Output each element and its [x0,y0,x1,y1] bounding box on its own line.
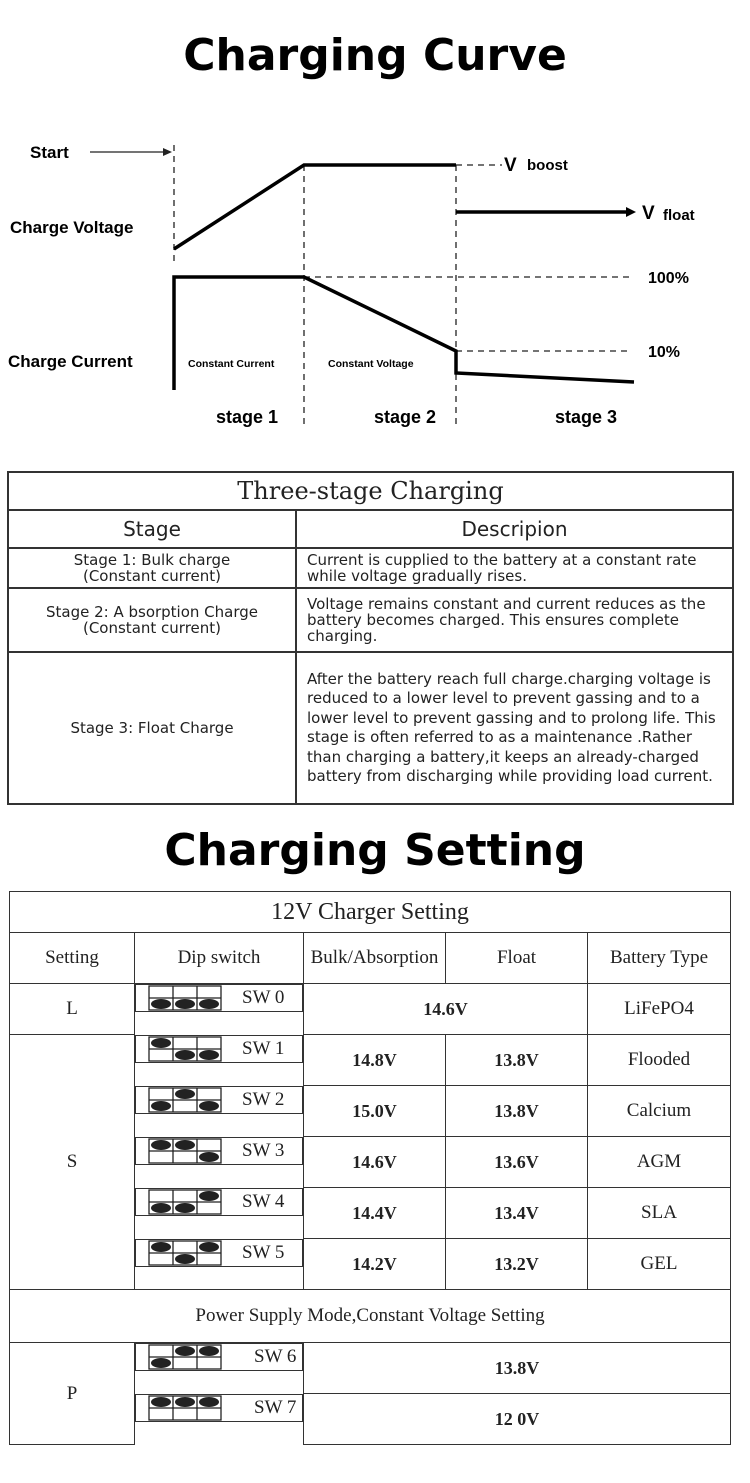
sw5-type: GEL [588,1239,731,1290]
col-stage-header: Stage [8,510,296,548]
constant-current-label: Constant Current [188,358,275,370]
pct-10-label: 10% [648,344,681,361]
sw7-label: SW 7 [254,1396,297,1418]
sw2-float: 13.8V [446,1086,588,1137]
dip-switch-sw1-icon [148,1036,222,1062]
vfloat-arrow-head [626,207,636,217]
sw0-type: LiFePO4 [588,984,731,1035]
col-float-header: Float [446,933,588,984]
stage-cell: Stage 1: Bulk charge (Constant current) [8,548,296,588]
table-row [8,652,733,804]
stage-cell: Stage 3: Float Charge [8,652,296,804]
sw3-bulk: 14.6V [304,1137,446,1188]
col-type-header: Battery Type [588,933,731,984]
sw4-float: 13.4V [446,1188,588,1239]
pct-100-label: 100% [648,270,689,287]
desc-cell: Current is cupplied to the battery at a constant rate while voltage gradually rises. [296,548,733,588]
dip-switch-sw6-icon [148,1344,222,1370]
v-boost-symbol: V [504,155,517,176]
stage1-label: stage 1 [216,407,279,427]
sw2-label: SW 2 [242,1088,285,1110]
table-row [8,588,733,652]
table-row [10,984,731,1035]
sw5-bulk: 14.2V [304,1239,446,1290]
col-setting-header: Setting [10,933,135,984]
col-desc-header: Descripion [296,510,733,548]
three-stage-table [7,471,734,805]
charge-voltage-label: Charge Voltage [10,218,134,237]
charge-current-label: Charge Current [8,352,133,371]
sw3-float: 13.6V [446,1137,588,1188]
charging-curve-diagram [0,130,750,440]
setting-caption: 12V Charger Setting [10,892,731,933]
dip-switch-sw7-icon [148,1395,222,1421]
voltage-curve-rise [174,165,456,249]
sw4-type: SLA [588,1188,731,1239]
sw5-label: SW 5 [242,1241,285,1263]
sw0-label: SW 0 [242,987,285,1008]
sw2-bulk: 15.0V [304,1086,446,1137]
charging-setting-title: Charging Setting [164,825,586,876]
stage3-label: stage 3 [555,407,618,427]
sw0-voltage: 14.6V [304,984,588,1035]
sw4-label: SW 4 [242,1190,285,1212]
sw1-type: Flooded [588,1035,731,1086]
desc-cell: After the battery reach full charge.charging voltage is reduced to a lower level to prevent gassing and to a lower level to prevent gassing and to prolong life. This stage is often referred to as a maintenance .Rather than charging a battery,it keeps an already-charged battery from discharging while providing load current. [296,652,733,804]
sw1-float: 13.8V [446,1035,588,1086]
charging-curve-title: Charging Curve [183,30,567,81]
table-row [10,1343,731,1394]
sw3-label: SW 3 [242,1139,285,1161]
dip-switch-sw3-icon [148,1138,222,1164]
sw7-voltage: 12 0V [304,1394,731,1445]
dip-switch-sw0-icon [148,985,222,1011]
stage2-label: stage 2 [374,407,437,427]
sw5-float: 13.2V [446,1239,588,1290]
sw6-voltage: 13.8V [304,1343,731,1394]
group-p: P [10,1343,135,1445]
dip-switch-sw4-icon [148,1189,222,1215]
start-label: Start [30,143,69,162]
stage-cell: Stage 2: A bsorption Charge (Constant current) [8,588,296,652]
dip-switch-sw2-icon [148,1087,222,1113]
group-s: S [10,1035,135,1290]
sw1-label: SW 1 [242,1037,285,1059]
v-float-subscript: float [663,207,695,224]
table-row [10,1035,731,1086]
constant-voltage-label: Constant Voltage [328,358,414,370]
col-dip-header: Dip switch [135,933,304,984]
sw3-type: AGM [588,1137,731,1188]
table-row [8,548,733,588]
v-boost-subscript: boost [527,157,568,174]
dip-switch-sw5-icon [148,1240,222,1266]
v-float-symbol: V [642,203,655,224]
start-arrow-head [163,148,172,156]
desc-cell: Voltage remains constant and current reduces as the battery becomes charged. This ensures complete charging. [296,588,733,652]
psu-mode-caption: Power Supply Mode,Constant Voltage Setting [10,1290,731,1343]
three-stage-caption: Three-stage Charging [8,472,733,510]
sw4-bulk: 14.4V [304,1188,446,1239]
current-curve [174,277,634,390]
sw6-label: SW 6 [254,1346,297,1367]
charger-setting-table [9,891,731,1445]
sw1-bulk: 14.8V [304,1035,446,1086]
col-bulk-header: Bulk/Absorption [304,933,446,984]
group-l: L [10,984,135,1035]
sw2-type: Calcium [588,1086,731,1137]
